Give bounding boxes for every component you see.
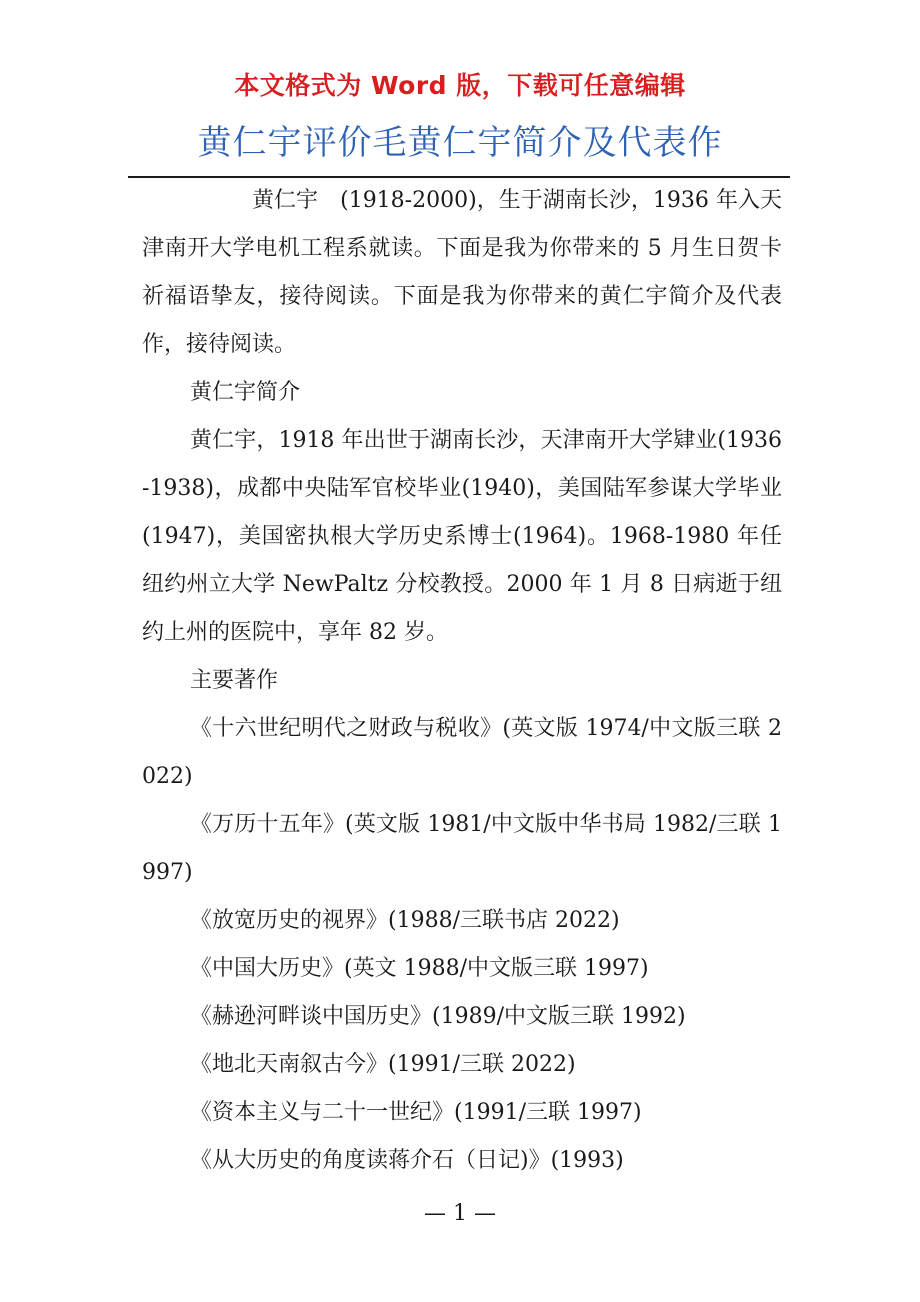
work-item: 《放宽历史的视界》(1988/三联书店 2022) bbox=[190, 908, 620, 933]
work-item: 《地北天南叙古今》(1991/三联 2022) bbox=[190, 1052, 576, 1077]
work-item: 《十六世纪明代之财政与税收》(英文版 1974/中文版三联 2022) bbox=[142, 716, 782, 789]
work-item: 《赫逊河畔谈中国历史》(1989/中文版三联 1992) bbox=[190, 1004, 686, 1029]
work-item: 《中国大历史》(英文 1988/中文版三联 1997) bbox=[190, 956, 649, 981]
work-item: 《资本主义与二十一世纪》(1991/三联 1997) bbox=[190, 1100, 642, 1125]
page-number: — 1 — bbox=[424, 1201, 496, 1226]
work-item: 《万历十五年》(英文版 1981/中文版中华书局 1982/三联 1997) bbox=[142, 812, 782, 885]
document-title: 黄仁宇评价毛黄仁宇简介及代表作 bbox=[197, 123, 723, 163]
work-item: 《从大历史的角度读蒋介石（日记)》(1993) bbox=[190, 1148, 624, 1173]
works-heading: 主要著作 bbox=[190, 668, 279, 693]
document-body bbox=[142, 177, 782, 1185]
intro-paragraph: 黄仁宇 (1918-2000)，生于湖南长沙，1936 年入天津南开大学电机工程系就读。下面是我为你带来的 5 月生日贺卡祈福语挚友，接待阅读。下面是我为你带来的黄仁宇简介及代表作，接待阅读。 bbox=[142, 188, 782, 357]
bio-heading: 黄仁宇简介 bbox=[190, 380, 301, 405]
bio-paragraph: 黄仁宇，1918 年出世于湖南长沙，天津南开大学肄业(1936-1938)，成都中央陆军官校毕业(1940)，美国陆军参谋大学毕业(1947)，美国密执根大学历史系博士(1964)。1968-1980 年任纽约州立大学 NewPaltz 分校教授。2000 年 1 月 8 日病逝于纽约上州的医院中，享年 82 岁。 bbox=[142, 428, 782, 645]
format-banner: 本文格式为 Word 版，下载可任意编辑 bbox=[234, 71, 686, 100]
